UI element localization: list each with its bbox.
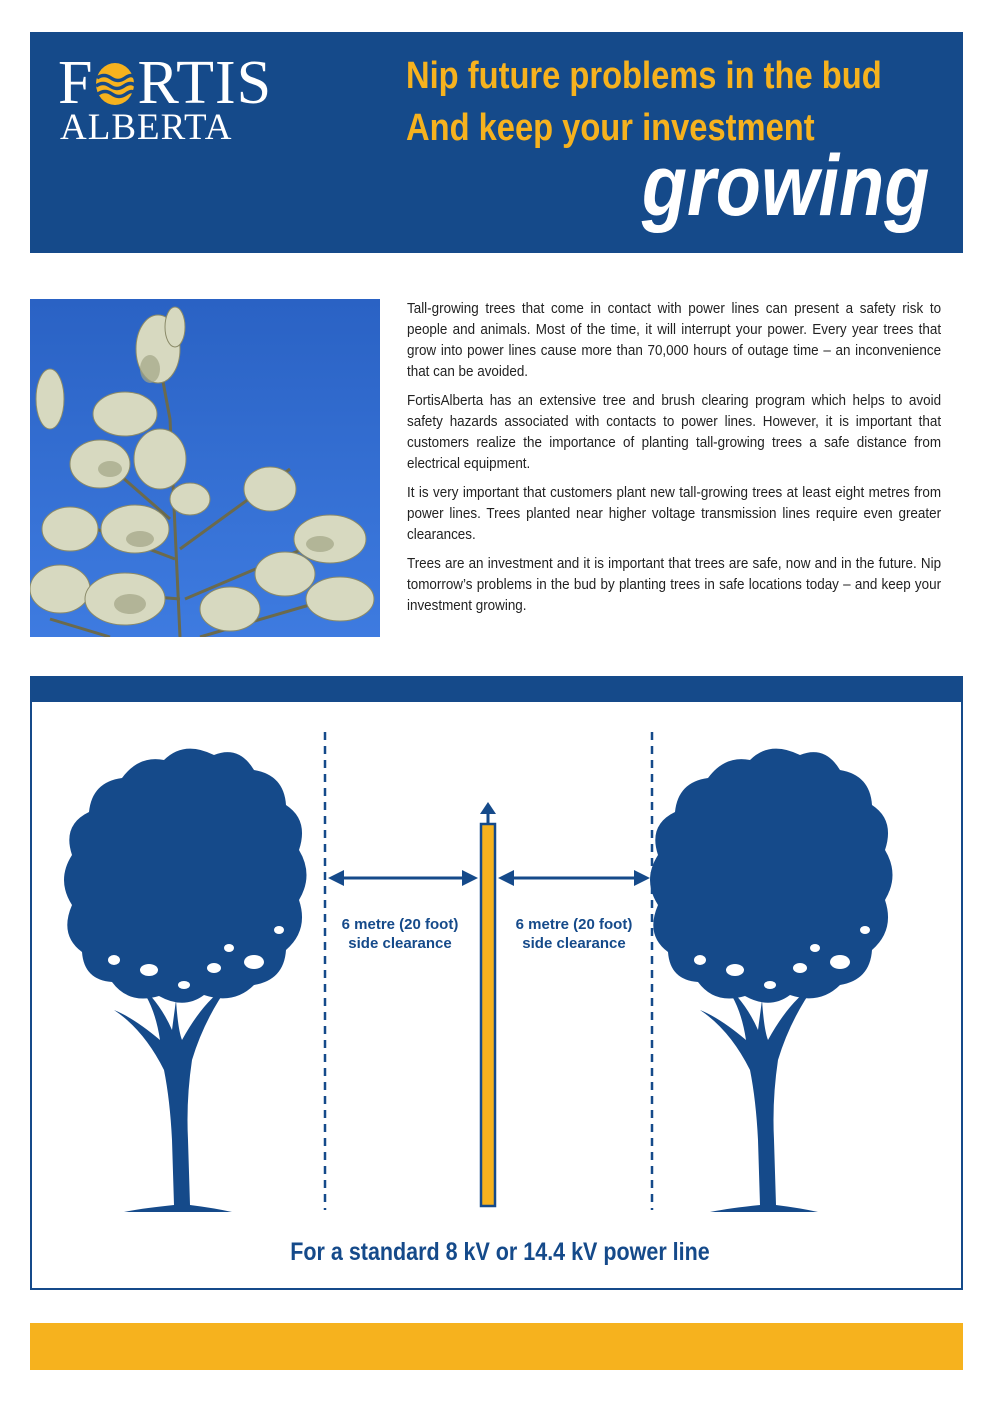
headline-line-1: Nip future problems in the bud [406,55,882,97]
diagram-top-bar [30,676,963,702]
right-clearance-arrow [498,870,650,886]
headline-line-2: And keep your investment [406,107,815,149]
left-clearance-arrow [328,870,478,886]
paragraph: It is very important that customers plant new tall-growing trees at least eight metres from power lines. Trees planted near higher voltage transmission lines require even greater clearances. [407,485,942,543]
clearance-diagram [30,700,963,1290]
logo-wave-o-icon [94,61,136,107]
spruce-branches-photo [30,299,380,637]
left-clearance-label: 6 metre (20 foot) side clearance [341,916,459,952]
footer-bar [30,1323,963,1370]
logo-wordmark-fortis: F RTIS [58,49,273,117]
body-copy [407,299,943,625]
logo-wordmark-alberta: ALBERTA [60,107,233,148]
header-banner [30,32,963,253]
paragraph: Tall-growing trees that come in contact with power lines can present a safety risk to people and animals. Most of the time, it will interrupt your power. Every year trees that grow into power lines cause more than 70,000 hours of outage time – an inconvenience that can be avoided. [407,301,942,380]
paragraph: FortisAlberta has an extensive tree and brush clearing program which helps to avoid safety hazards associated with contacts to power lines. However, it is important that customers realize the importance of planting tall-growing trees a safe distance from electrical equipment. [407,393,942,472]
right-clearance-label: 6 metre (20 foot) side clearance [515,916,633,952]
headline-emphasis: growing [641,138,929,234]
power-pole-icon [480,802,496,1206]
right-tree-icon [650,749,893,1212]
diagram-caption: For a standard 8 kV or 14.4 kV power line [290,1238,710,1266]
paragraph: Trees are an investment and it is important that trees are safe, now and in the future. Nip tomorrow’s problems in the bud by planting trees in safe locations today – and keep your investment growing. [407,556,942,614]
left-tree-icon [64,749,307,1212]
fortis-alberta-logo [58,49,318,182]
